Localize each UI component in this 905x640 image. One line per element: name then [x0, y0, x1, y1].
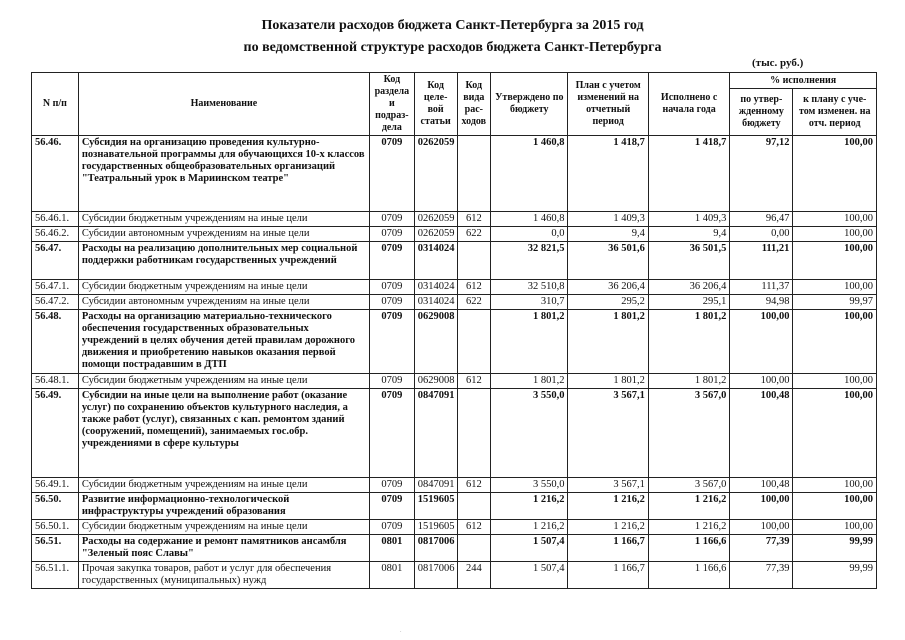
- pct-approved-value: 100,00: [730, 520, 793, 535]
- row-number: 56.50.1.: [32, 520, 79, 535]
- target-code: 0629008: [414, 310, 457, 374]
- header-approved: Утверждено по бюджету: [491, 73, 568, 136]
- approved-value: 1 216,2: [491, 493, 568, 520]
- row-name: Субсидия на организацию проведения культурно-познавательной программы для обучающихся 10-х классов государственных общеобразовательных организаций "Театральный урок в Мариинском театре": [78, 136, 369, 212]
- target-code: 0262059: [414, 227, 457, 242]
- unit-label: (тыс. руб.): [752, 57, 804, 69]
- kind-code: [457, 493, 491, 520]
- table-row: [32, 136, 877, 212]
- section-code: 0709: [369, 520, 414, 535]
- kind-code: [457, 242, 491, 280]
- plan-value: 295,2: [568, 295, 648, 310]
- scan-mark: .: [400, 628, 402, 634]
- approved-value: 0,0: [491, 227, 568, 242]
- plan-value: 9,4: [568, 227, 648, 242]
- table-row: [32, 280, 877, 295]
- pct-approved-value: 111,21: [730, 242, 793, 280]
- table-row: [32, 562, 877, 589]
- kind-code: 612: [457, 280, 491, 295]
- target-code: 1519605: [414, 493, 457, 520]
- plan-value: 36 206,4: [568, 280, 648, 295]
- pct-approved-value: 100,48: [730, 389, 793, 478]
- pct-approved-value: 100,00: [730, 493, 793, 520]
- pct-plan-value: 100,00: [793, 310, 877, 374]
- target-code: 0817006: [414, 535, 457, 562]
- row-name: Субсидии бюджетным учреждениям на иные цели: [78, 374, 369, 389]
- executed-value: 295,1: [648, 295, 729, 310]
- section-code: 0709: [369, 478, 414, 493]
- row-name: Субсидии бюджетным учреждениям на иные цели: [78, 520, 369, 535]
- executed-value: 36 501,5: [648, 242, 729, 280]
- executed-value: 1 216,2: [648, 493, 729, 520]
- section-code: 0709: [369, 310, 414, 374]
- target-code: 0847091: [414, 478, 457, 493]
- row-name: Расходы на организацию материально-технического обеспечения государственных образовательных учреждений в целях обучения детей правилам дорожного движения и приобретению навыков оказания первой помощи пострадавшим в ДТП: [78, 310, 369, 374]
- kind-code: [457, 310, 491, 374]
- executed-value: 1 801,2: [648, 310, 729, 374]
- executed-value: 1 418,7: [648, 136, 729, 212]
- table-row: [32, 310, 877, 374]
- pct-approved-value: 100,00: [730, 374, 793, 389]
- executed-value: 3 567,0: [648, 478, 729, 493]
- row-name: Расходы на содержание и ремонт памятников ансамбля "Зеленый пояс Славы": [78, 535, 369, 562]
- row-number: 56.48.: [32, 310, 79, 374]
- kind-code: 612: [457, 374, 491, 389]
- plan-value: 1 801,2: [568, 374, 648, 389]
- report-subtitle: по ведомственной структуре расходов бюджета Санкт-Петербурга: [243, 40, 662, 55]
- pct-approved-value: 77,39: [730, 562, 793, 589]
- pct-plan-value: 100,00: [793, 520, 877, 535]
- pct-approved-value: 94,98: [730, 295, 793, 310]
- section-code: 0709: [369, 493, 414, 520]
- header-plan: План с учетом изменений на отчетный период: [568, 73, 648, 136]
- row-name: Развитие информационно-технологической инфраструктуры учреждений образования: [78, 493, 369, 520]
- table-row: [32, 242, 877, 280]
- pct-plan-value: 100,00: [793, 136, 877, 212]
- executed-value: 1 409,3: [648, 212, 729, 227]
- section-code: 0709: [369, 295, 414, 310]
- target-code: 0629008: [414, 374, 457, 389]
- row-number: 56.50.: [32, 493, 79, 520]
- row-name: Расходы на реализацию дополнительных мер социальной поддержки работникам государственных учреждений: [78, 242, 369, 280]
- plan-value: 1 166,7: [568, 562, 648, 589]
- section-code: 0709: [369, 227, 414, 242]
- target-code: 0262059: [414, 136, 457, 212]
- approved-value: 1 507,4: [491, 562, 568, 589]
- header-target: Код целе-вой статьи: [414, 73, 457, 136]
- executed-value: 1 166,6: [648, 535, 729, 562]
- table-row: [32, 520, 877, 535]
- row-name: Субсидии автономным учреждениям на иные цели: [78, 295, 369, 310]
- section-code: 0709: [369, 389, 414, 478]
- executed-value: 1 801,2: [648, 374, 729, 389]
- table-row: [32, 374, 877, 389]
- section-code: 0709: [369, 242, 414, 280]
- pct-plan-value: 99,97: [793, 295, 877, 310]
- row-number: 56.46.: [32, 136, 79, 212]
- plan-value: 1 216,2: [568, 520, 648, 535]
- expenditure-table: [31, 72, 877, 589]
- row-name: Прочая закупка товаров, работ и услуг для обеспечения государственных (муниципальных) нужд: [78, 562, 369, 589]
- pct-plan-value: 100,00: [793, 389, 877, 478]
- pct-approved-value: 77,39: [730, 535, 793, 562]
- pct-approved-value: 111,37: [730, 280, 793, 295]
- row-number: 56.47.1.: [32, 280, 79, 295]
- kind-code: 612: [457, 478, 491, 493]
- section-code: 0801: [369, 562, 414, 589]
- row-number: 56.51.: [32, 535, 79, 562]
- approved-value: 1 460,8: [491, 212, 568, 227]
- pct-approved-value: 96,47: [730, 212, 793, 227]
- row-number: 56.46.2.: [32, 227, 79, 242]
- row-number: 56.49.: [32, 389, 79, 478]
- executed-value: 1 166,6: [648, 562, 729, 589]
- pct-approved-value: 97,12: [730, 136, 793, 212]
- table-row: [32, 478, 877, 493]
- header-pct-approved: по утвер-жденному бюджету: [730, 89, 793, 136]
- approved-value: 3 550,0: [491, 478, 568, 493]
- row-number: 56.48.1.: [32, 374, 79, 389]
- section-code: 0709: [369, 374, 414, 389]
- pct-approved-value: 100,48: [730, 478, 793, 493]
- executed-value: 1 216,2: [648, 520, 729, 535]
- plan-value: 1 216,2: [568, 493, 648, 520]
- kind-code: 622: [457, 295, 491, 310]
- header-section: Код раздела и подраз-дела: [369, 73, 414, 136]
- plan-value: 1 418,7: [568, 136, 648, 212]
- approved-value: 32 510,8: [491, 280, 568, 295]
- row-number: 56.47.2.: [32, 295, 79, 310]
- pct-plan-value: 100,00: [793, 242, 877, 280]
- section-code: 0709: [369, 136, 414, 212]
- table-row: [32, 295, 877, 310]
- pct-plan-value: 100,00: [793, 227, 877, 242]
- header-name: Наименование: [78, 73, 369, 136]
- plan-value: 3 567,1: [568, 389, 648, 478]
- approved-value: 1 801,2: [491, 374, 568, 389]
- pct-plan-value: 100,00: [793, 478, 877, 493]
- kind-code: [457, 535, 491, 562]
- target-code: 0817006: [414, 562, 457, 589]
- plan-value: 36 501,6: [568, 242, 648, 280]
- target-code: 1519605: [414, 520, 457, 535]
- header-executed: Исполнено с начала года: [648, 73, 729, 136]
- row-name: Субсидии бюджетным учреждениям на иные цели: [78, 212, 369, 227]
- header-num: N п/п: [32, 73, 79, 136]
- row-name: Субсидии бюджетным учреждениям на иные цели: [78, 280, 369, 295]
- plan-value: 1 166,7: [568, 535, 648, 562]
- section-code: 0709: [369, 212, 414, 227]
- approved-value: 3 550,0: [491, 389, 568, 478]
- row-name: Субсидии бюджетным учреждениям на иные цели: [78, 478, 369, 493]
- executed-value: 9,4: [648, 227, 729, 242]
- executed-value: 36 206,4: [648, 280, 729, 295]
- pct-plan-value: 100,00: [793, 280, 877, 295]
- row-number: 56.49.1.: [32, 478, 79, 493]
- row-name: Субсидии автономным учреждениям на иные цели: [78, 227, 369, 242]
- table-row: [32, 493, 877, 520]
- header-percent: % исполнения: [730, 73, 877, 89]
- row-name: Субсидии на иные цели на выполнение работ (оказание услуг) по сохранению объектов культурного наследия, а также работ (услуг), связанных с кап. ремонтом зданий (сооружений, помещений), занимаемых гос.обр. учреждениями в сфере культуры: [78, 389, 369, 478]
- kind-code: [457, 389, 491, 478]
- row-number: 56.46.1.: [32, 212, 79, 227]
- header-kind: Код вида рас-ходов: [457, 73, 491, 136]
- table-row: [32, 389, 877, 478]
- header-pct-plan: к плану с уче-том изменен. на отч. период: [793, 89, 877, 136]
- pct-plan-value: 100,00: [793, 212, 877, 227]
- pct-plan-value: 99,99: [793, 535, 877, 562]
- target-code: 0314024: [414, 295, 457, 310]
- row-number: 56.47.: [32, 242, 79, 280]
- kind-code: 622: [457, 227, 491, 242]
- table-row: [32, 535, 877, 562]
- table-row: [32, 212, 877, 227]
- plan-value: 1 409,3: [568, 212, 648, 227]
- target-code: 0314024: [414, 242, 457, 280]
- approved-value: 32 821,5: [491, 242, 568, 280]
- plan-value: 1 801,2: [568, 310, 648, 374]
- approved-value: 1 460,8: [491, 136, 568, 212]
- approved-value: 1 216,2: [491, 520, 568, 535]
- pct-approved-value: 0,00: [730, 227, 793, 242]
- target-code: 0847091: [414, 389, 457, 478]
- pct-approved-value: 100,00: [730, 310, 793, 374]
- target-code: 0314024: [414, 280, 457, 295]
- row-number: 56.51.1.: [32, 562, 79, 589]
- approved-value: 310,7: [491, 295, 568, 310]
- section-code: 0801: [369, 535, 414, 562]
- target-code: 0262059: [414, 212, 457, 227]
- report-title: Показатели расходов бюджета Санкт-Петербурга за 2015 год: [261, 18, 644, 33]
- approved-value: 1 507,4: [491, 535, 568, 562]
- plan-value: 3 567,1: [568, 478, 648, 493]
- executed-value: 3 567,0: [648, 389, 729, 478]
- kind-code: [457, 136, 491, 212]
- pct-plan-value: 100,00: [793, 493, 877, 520]
- kind-code: 612: [457, 520, 491, 535]
- kind-code: 612: [457, 212, 491, 227]
- kind-code: 244: [457, 562, 491, 589]
- table-row: [32, 227, 877, 242]
- section-code: 0709: [369, 280, 414, 295]
- pct-plan-value: 100,00: [793, 374, 877, 389]
- approved-value: 1 801,2: [491, 310, 568, 374]
- pct-plan-value: 99,99: [793, 562, 877, 589]
